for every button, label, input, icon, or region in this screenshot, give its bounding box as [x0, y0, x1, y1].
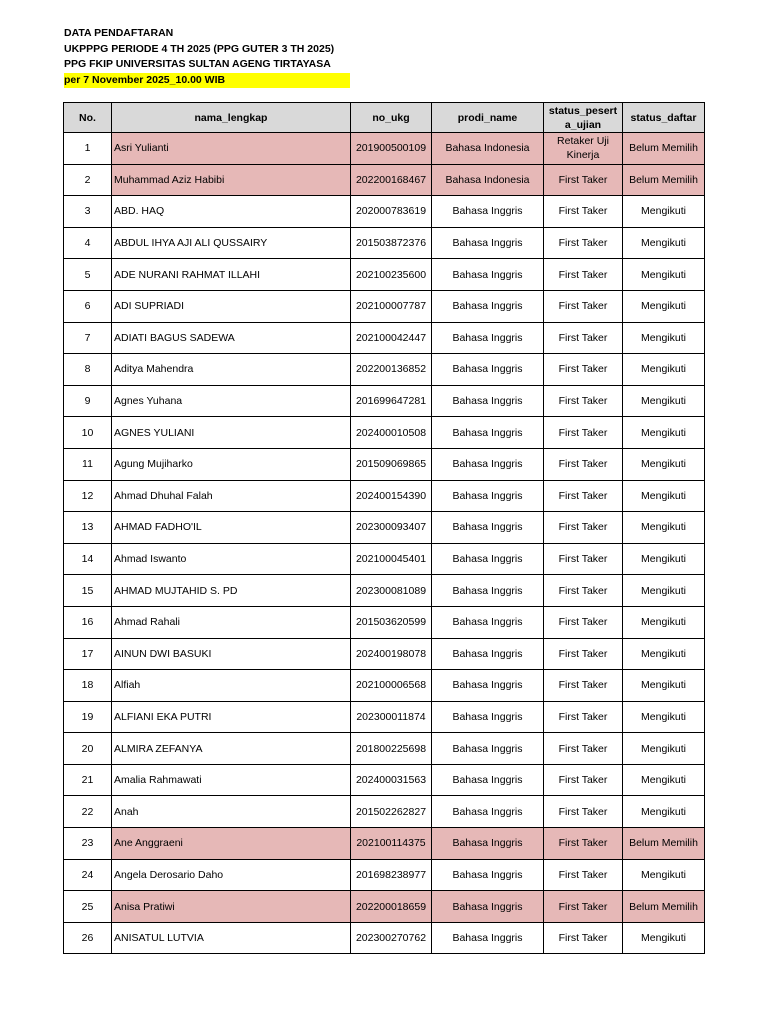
- cell-status-daftar[interactable]: Mengikuti: [623, 701, 705, 733]
- cell-nama-lengkap[interactable]: Agnes Yuhana: [112, 385, 351, 417]
- cell-status-daftar[interactable]: Mengikuti: [623, 290, 705, 322]
- table-row[interactable]: [64, 891, 705, 923]
- cell-nama-lengkap[interactable]: Agung Mujiharko: [112, 448, 351, 480]
- cell-nama-lengkap[interactable]: Anisa Pratiwi: [112, 891, 351, 923]
- cell-prodi-name[interactable]: Bahasa Inggris: [432, 859, 544, 891]
- cell-no[interactable]: 10: [64, 417, 112, 449]
- cell-nama-lengkap[interactable]: Alfiah: [112, 670, 351, 702]
- cell-no-ukg[interactable]: 202400198078: [351, 638, 432, 670]
- cell-prodi-name[interactable]: Bahasa Inggris: [432, 512, 544, 544]
- table-row[interactable]: [64, 417, 705, 449]
- cell-nama-lengkap[interactable]: Ahmad Rahali: [112, 606, 351, 638]
- cell-status-peserta-ujian[interactable]: First Taker: [544, 196, 623, 228]
- cell-no-ukg[interactable]: 201698238977: [351, 859, 432, 891]
- cell-status-daftar[interactable]: Mengikuti: [623, 922, 705, 954]
- cell-no-ukg[interactable]: 202300093407: [351, 512, 432, 544]
- cell-status-daftar[interactable]: Mengikuti: [623, 512, 705, 544]
- table-row[interactable]: [64, 290, 705, 322]
- cell-status-peserta-ujian[interactable]: First Taker: [544, 512, 623, 544]
- cell-nama-lengkap[interactable]: Muhammad Aziz Habibi: [112, 164, 351, 196]
- cell-prodi-name[interactable]: Bahasa Inggris: [432, 448, 544, 480]
- cell-status-peserta-ujian[interactable]: First Taker: [544, 859, 623, 891]
- cell-no-ukg[interactable]: 202200018659: [351, 891, 432, 923]
- cell-status-peserta-ujian[interactable]: First Taker: [544, 417, 623, 449]
- cell-no[interactable]: 22: [64, 796, 112, 828]
- cell-no-ukg[interactable]: 201503620599: [351, 606, 432, 638]
- cell-status-daftar[interactable]: Mengikuti: [623, 322, 705, 354]
- cell-prodi-name[interactable]: Bahasa Inggris: [432, 922, 544, 954]
- table-row[interactable]: [64, 670, 705, 702]
- cell-no-ukg[interactable]: 202200136852: [351, 354, 432, 386]
- cell-nama-lengkap[interactable]: ADIATI BAGUS SADEWA: [112, 322, 351, 354]
- cell-no[interactable]: 20: [64, 733, 112, 765]
- cell-no[interactable]: 6: [64, 290, 112, 322]
- table-row[interactable]: [64, 512, 705, 544]
- cell-no-ukg[interactable]: 202100042447: [351, 322, 432, 354]
- cell-prodi-name[interactable]: Bahasa Inggris: [432, 764, 544, 796]
- cell-no[interactable]: 17: [64, 638, 112, 670]
- cell-status-peserta-ujian[interactable]: First Taker: [544, 448, 623, 480]
- cell-status-daftar[interactable]: Mengikuti: [623, 606, 705, 638]
- cell-prodi-name[interactable]: Bahasa Inggris: [432, 354, 544, 386]
- table-row[interactable]: [64, 796, 705, 828]
- cell-nama-lengkap[interactable]: ABDUL IHYA AJI ALI QUSSAIRY: [112, 227, 351, 259]
- table-row[interactable]: [64, 164, 705, 196]
- cell-nama-lengkap[interactable]: ALFIANI EKA PUTRI: [112, 701, 351, 733]
- cell-no[interactable]: 3: [64, 196, 112, 228]
- cell-no-ukg[interactable]: 201509069865: [351, 448, 432, 480]
- cell-prodi-name[interactable]: Bahasa Inggris: [432, 543, 544, 575]
- cell-status-daftar[interactable]: Mengikuti: [623, 385, 705, 417]
- cell-nama-lengkap[interactable]: AHMAD MUJTAHID S. PD: [112, 575, 351, 607]
- table-row[interactable]: [64, 354, 705, 386]
- table-row[interactable]: [64, 638, 705, 670]
- cell-status-peserta-ujian[interactable]: First Taker: [544, 354, 623, 386]
- cell-status-peserta-ujian[interactable]: First Taker: [544, 575, 623, 607]
- cell-nama-lengkap[interactable]: Ahmad Iswanto: [112, 543, 351, 575]
- cell-status-daftar[interactable]: Mengikuti: [623, 670, 705, 702]
- cell-status-peserta-ujian[interactable]: First Taker: [544, 480, 623, 512]
- table-row[interactable]: [64, 385, 705, 417]
- table-row[interactable]: [64, 922, 705, 954]
- cell-no-ukg[interactable]: 202100007787: [351, 290, 432, 322]
- cell-no[interactable]: 23: [64, 828, 112, 860]
- table-row[interactable]: [64, 575, 705, 607]
- cell-no-ukg[interactable]: 202000783619: [351, 196, 432, 228]
- table-row[interactable]: [64, 764, 705, 796]
- cell-status-peserta-ujian[interactable]: First Taker: [544, 322, 623, 354]
- header-title: DATA PENDAFTARAN: [64, 27, 174, 39]
- cell-status-peserta-ujian[interactable]: First Taker: [544, 922, 623, 954]
- cell-status-peserta-ujian[interactable]: First Taker: [544, 385, 623, 417]
- column-header-status-peserta-ujian[interactable]: status_peserta_ujian: [544, 103, 623, 133]
- cell-no-ukg[interactable]: 202400031563: [351, 764, 432, 796]
- cell-nama-lengkap[interactable]: Asri Yulianti: [112, 133, 351, 165]
- column-header-prodi-name[interactable]: prodi_name: [432, 103, 544, 133]
- cell-status-peserta-ujian[interactable]: First Taker: [544, 828, 623, 860]
- column-header-nama-lengkap[interactable]: nama_lengkap: [112, 103, 351, 133]
- cell-prodi-name[interactable]: Bahasa Inggris: [432, 796, 544, 828]
- table-row[interactable]: [64, 480, 705, 512]
- cell-status-daftar[interactable]: Mengikuti: [623, 354, 705, 386]
- cell-no-ukg[interactable]: 202300270762: [351, 922, 432, 954]
- cell-prodi-name[interactable]: Bahasa Inggris: [432, 259, 544, 291]
- cell-status-peserta-ujian[interactable]: First Taker: [544, 290, 623, 322]
- cell-prodi-name[interactable]: Bahasa Inggris: [432, 670, 544, 702]
- cell-nama-lengkap[interactable]: Amalia Rahmawati: [112, 764, 351, 796]
- cell-no-ukg[interactable]: 201502262827: [351, 796, 432, 828]
- cell-nama-lengkap[interactable]: Anah: [112, 796, 351, 828]
- cell-prodi-name[interactable]: Bahasa Inggris: [432, 701, 544, 733]
- cell-nama-lengkap[interactable]: Ahmad Dhuhal Falah: [112, 480, 351, 512]
- table-row[interactable]: [64, 133, 705, 165]
- cell-status-daftar[interactable]: Mengikuti: [623, 575, 705, 607]
- cell-no-ukg[interactable]: 201800225698: [351, 733, 432, 765]
- cell-status-peserta-ujian[interactable]: First Taker: [544, 227, 623, 259]
- column-header-status-daftar[interactable]: status_daftar: [623, 103, 705, 133]
- table-row[interactable]: [64, 227, 705, 259]
- cell-nama-lengkap[interactable]: AGNES YULIANI: [112, 417, 351, 449]
- cell-status-daftar[interactable]: Mengikuti: [623, 417, 705, 449]
- cell-no[interactable]: 7: [64, 322, 112, 354]
- cell-nama-lengkap[interactable]: ALMIRA ZEFANYA: [112, 733, 351, 765]
- cell-status-daftar[interactable]: Mengikuti: [623, 764, 705, 796]
- cell-nama-lengkap[interactable]: Aditya Mahendra: [112, 354, 351, 386]
- cell-prodi-name[interactable]: Bahasa Inggris: [432, 606, 544, 638]
- cell-prodi-name[interactable]: Bahasa Inggris: [432, 638, 544, 670]
- cell-no-ukg[interactable]: 202100006568: [351, 670, 432, 702]
- cell-no-ukg[interactable]: 202400154390: [351, 480, 432, 512]
- cell-status-peserta-ujian[interactable]: First Taker: [544, 796, 623, 828]
- cell-no[interactable]: 15: [64, 575, 112, 607]
- cell-no[interactable]: 4: [64, 227, 112, 259]
- cell-no-ukg[interactable]: 202100235600: [351, 259, 432, 291]
- cell-status-peserta-ujian[interactable]: First Taker: [544, 701, 623, 733]
- cell-no[interactable]: 25: [64, 891, 112, 923]
- registration-table: [63, 102, 705, 954]
- cell-prodi-name[interactable]: Bahasa Inggris: [432, 227, 544, 259]
- table-row[interactable]: [64, 859, 705, 891]
- table-row[interactable]: [64, 733, 705, 765]
- cell-no[interactable]: 18: [64, 670, 112, 702]
- cell-prodi-name[interactable]: Bahasa Inggris: [432, 290, 544, 322]
- cell-no[interactable]: 12: [64, 480, 112, 512]
- cell-prodi-name[interactable]: Bahasa Inggris: [432, 322, 544, 354]
- cell-nama-lengkap[interactable]: AHMAD FADHO'IL: [112, 512, 351, 544]
- cell-status-daftar[interactable]: Mengikuti: [623, 196, 705, 228]
- cell-no[interactable]: 11: [64, 448, 112, 480]
- cell-status-daftar[interactable]: Mengikuti: [623, 543, 705, 575]
- cell-nama-lengkap[interactable]: ANISATUL LUTVIA: [112, 922, 351, 954]
- cell-nama-lengkap[interactable]: Ane Anggraeni: [112, 828, 351, 860]
- cell-no-ukg[interactable]: 201900500109: [351, 133, 432, 165]
- cell-status-daftar[interactable]: Belum Memilih: [623, 891, 705, 923]
- cell-no[interactable]: 14: [64, 543, 112, 575]
- cell-nama-lengkap[interactable]: ADE NURANI RAHMAT ILLAHI: [112, 259, 351, 291]
- cell-no[interactable]: 19: [64, 701, 112, 733]
- cell-nama-lengkap[interactable]: ADI SUPRIADI: [112, 290, 351, 322]
- cell-nama-lengkap[interactable]: ABD. HAQ: [112, 196, 351, 228]
- cell-status-peserta-ujian[interactable]: First Taker: [544, 606, 623, 638]
- table-row[interactable]: [64, 828, 705, 860]
- column-header-no[interactable]: No.: [64, 103, 112, 133]
- cell-no[interactable]: 9: [64, 385, 112, 417]
- cell-status-peserta-ujian[interactable]: First Taker: [544, 259, 623, 291]
- cell-status-peserta-ujian[interactable]: First Taker: [544, 164, 623, 196]
- cell-no-ukg[interactable]: 202400010508: [351, 417, 432, 449]
- cell-no[interactable]: 2: [64, 164, 112, 196]
- cell-no[interactable]: 21: [64, 764, 112, 796]
- cell-no[interactable]: 8: [64, 354, 112, 386]
- cell-no[interactable]: 13: [64, 512, 112, 544]
- cell-status-daftar[interactable]: Mengikuti: [623, 733, 705, 765]
- cell-status-daftar[interactable]: Mengikuti: [623, 448, 705, 480]
- cell-no-ukg[interactable]: 202200168467: [351, 164, 432, 196]
- cell-status-peserta-ujian[interactable]: First Taker: [544, 733, 623, 765]
- cell-status-daftar[interactable]: Mengikuti: [623, 859, 705, 891]
- cell-status-daftar[interactable]: Mengikuti: [623, 796, 705, 828]
- cell-nama-lengkap[interactable]: Angela Derosario Daho: [112, 859, 351, 891]
- table-row[interactable]: [64, 606, 705, 638]
- cell-prodi-name[interactable]: Bahasa Inggris: [432, 417, 544, 449]
- cell-status-peserta-ujian[interactable]: First Taker: [544, 670, 623, 702]
- table-row[interactable]: [64, 701, 705, 733]
- header-period: UKPPPG PERIODE 4 TH 2025 (PPG GUTER 3 TH 2025): [64, 42, 335, 55]
- cell-status-daftar[interactable]: Belum Memilih: [623, 133, 705, 165]
- cell-no[interactable]: 24: [64, 859, 112, 891]
- cell-prodi-name[interactable]: Bahasa Indonesia: [432, 133, 544, 165]
- cell-no-ukg[interactable]: 201503872376: [351, 227, 432, 259]
- cell-prodi-name[interactable]: Bahasa Inggris: [432, 891, 544, 923]
- cell-status-peserta-ujian[interactable]: First Taker: [544, 543, 623, 575]
- cell-prodi-name[interactable]: Bahasa Indonesia: [432, 164, 544, 196]
- cell-nama-lengkap[interactable]: AINUN DWI BASUKI: [112, 638, 351, 670]
- cell-status-peserta-ujian[interactable]: Retaker Uji Kinerja: [544, 133, 623, 165]
- cell-prodi-name[interactable]: Bahasa Inggris: [432, 575, 544, 607]
- cell-status-daftar[interactable]: Belum Memilih: [623, 828, 705, 860]
- header-date: per 7 November 2025_10.00 WIB: [64, 73, 350, 89]
- cell-prodi-name[interactable]: Bahasa Inggris: [432, 196, 544, 228]
- cell-status-daftar[interactable]: Mengikuti: [623, 227, 705, 259]
- column-header-no-ukg[interactable]: no_ukg: [351, 103, 432, 133]
- document-header: [64, 26, 354, 88]
- cell-prodi-name[interactable]: Bahasa Inggris: [432, 480, 544, 512]
- cell-prodi-name[interactable]: Bahasa Inggris: [432, 385, 544, 417]
- cell-no-ukg[interactable]: 201699647281: [351, 385, 432, 417]
- cell-status-daftar[interactable]: Belum Memilih: [623, 164, 705, 196]
- cell-status-peserta-ujian[interactable]: First Taker: [544, 891, 623, 923]
- cell-no-ukg[interactable]: 202300081089: [351, 575, 432, 607]
- cell-no-ukg[interactable]: 202100045401: [351, 543, 432, 575]
- cell-prodi-name[interactable]: Bahasa Inggris: [432, 828, 544, 860]
- cell-prodi-name[interactable]: Bahasa Inggris: [432, 733, 544, 765]
- cell-status-daftar[interactable]: Mengikuti: [623, 480, 705, 512]
- cell-no-ukg[interactable]: 202300011874: [351, 701, 432, 733]
- table-row[interactable]: [64, 322, 705, 354]
- table-body: [64, 133, 705, 954]
- cell-status-daftar[interactable]: Mengikuti: [623, 259, 705, 291]
- table-row[interactable]: [64, 196, 705, 228]
- table-header-row: [64, 103, 705, 133]
- cell-status-daftar[interactable]: Mengikuti: [623, 638, 705, 670]
- cell-no[interactable]: 16: [64, 606, 112, 638]
- cell-status-peserta-ujian[interactable]: First Taker: [544, 638, 623, 670]
- cell-no-ukg[interactable]: 202100114375: [351, 828, 432, 860]
- table-row[interactable]: [64, 259, 705, 291]
- cell-no[interactable]: 26: [64, 922, 112, 954]
- header-institution: PPG FKIP UNIVERSITAS SULTAN AGENG TIRTAYASA: [64, 58, 331, 70]
- table-row[interactable]: [64, 543, 705, 575]
- cell-status-peserta-ujian[interactable]: First Taker: [544, 764, 623, 796]
- table-row[interactable]: [64, 448, 705, 480]
- cell-no[interactable]: 1: [64, 133, 112, 165]
- cell-no[interactable]: 5: [64, 259, 112, 291]
